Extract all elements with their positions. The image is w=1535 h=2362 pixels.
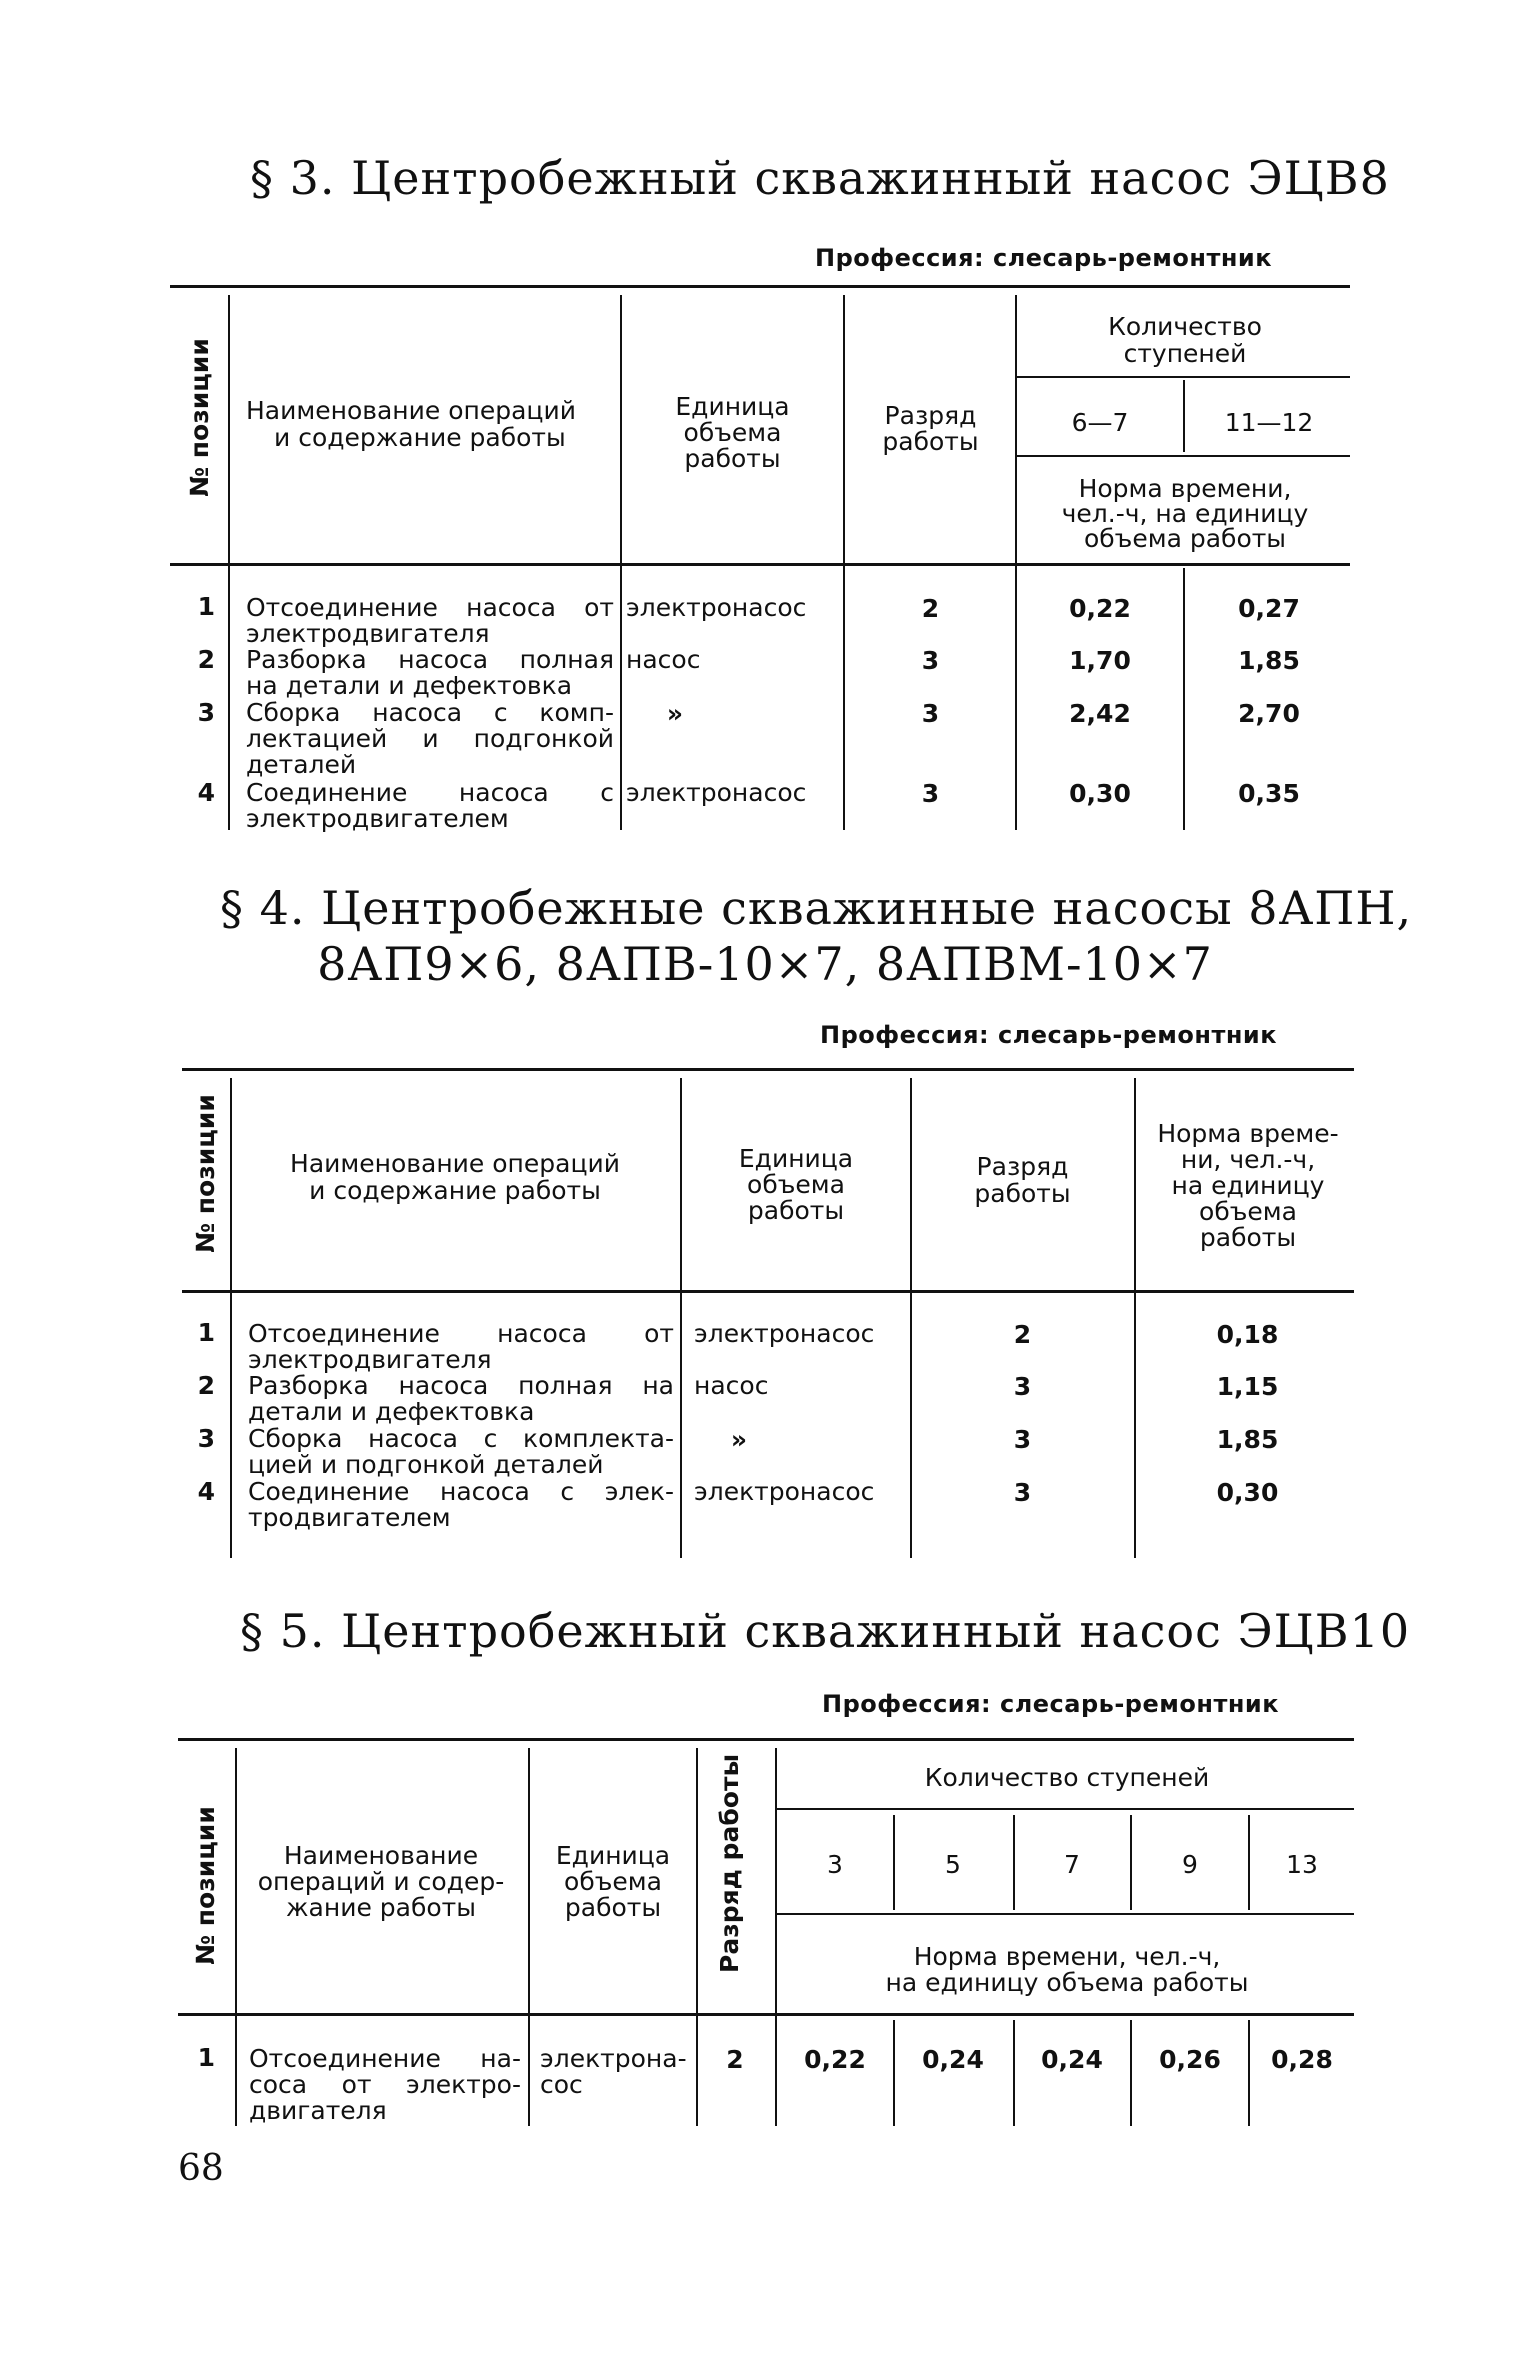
s3-row1-v2: 0,27 [1238, 594, 1300, 623]
s4-header-name-1: Наименование операций [290, 1149, 620, 1178]
s4-row1-name-2: электродвигателя [248, 1345, 492, 1374]
s5-header-norm-2: на единицу объема работы [885, 1968, 1249, 1997]
page-number: 68 [178, 2148, 224, 2189]
section5-title: § 5. Центробежный скважинный насос ЭЦВ10 [240, 1604, 1411, 1658]
section3-title: § 3. Центробежный скважинный насос ЭЦВ8 [250, 151, 1390, 205]
s3-row3-name-2: лектацией и подгонкой [246, 724, 614, 753]
s5-row1-v-13: 0,28 [1271, 2045, 1333, 2074]
s4-row3-v: 1,85 [1216, 1425, 1279, 1454]
s4-header-name-2: и содержание работы [309, 1176, 601, 1205]
s4-row4-v: 0,30 [1216, 1478, 1279, 1507]
s3-row3-name-1: Сборка насоса с комп- [246, 698, 614, 727]
s5-header-grade: Разряд работы [715, 1753, 744, 1973]
s4-row1-grade: 2 [1013, 1320, 1032, 1349]
s4-row2-name-1: Разборка насоса полная на [248, 1371, 674, 1400]
s4-row4-name-1: Соединение насоса с элек- [248, 1477, 674, 1506]
s3-row4-v1: 0,30 [1069, 779, 1131, 808]
s4-header-norm-4: объема [1199, 1197, 1297, 1226]
s3-row1-grade: 2 [921, 594, 940, 623]
s3-row3-name-3: деталей [246, 750, 357, 779]
s3-row4-name-1: Соединение насоса с [246, 778, 614, 807]
s5-header-stages: Количество ступеней [924, 1763, 1210, 1792]
s3-header-grade-1: Разряд [884, 401, 977, 430]
s4-header-unit-1: Единица [738, 1144, 854, 1173]
s3-header-unit-1: Единица [675, 392, 790, 421]
s4-header-grade-1: Разряд [976, 1152, 1069, 1181]
s3-header-unit-3: работы [684, 444, 781, 473]
s3-header-grade-2: работы [882, 427, 979, 456]
s3-row3-v2: 2,70 [1238, 699, 1300, 728]
s5-row1-v-9: 0,26 [1159, 2045, 1221, 2074]
s5-header-col-5: 5 [945, 1850, 961, 1879]
s3-header-name-1: Наименование операций [246, 396, 576, 425]
s5-header-norm-1: Норма времени, чел.-ч, [913, 1942, 1221, 1971]
s3-row2-name-1: Разборка насоса полная [246, 645, 614, 674]
s3-row4-grade: 3 [921, 779, 940, 808]
s3-header-norm-2: чел.-ч, на единицу [1061, 499, 1309, 528]
s5-header-col-3: 3 [827, 1850, 843, 1879]
s5-row1-v-3: 0,22 [804, 2045, 866, 2074]
s3-row2-name-2: на детали и дефектовка [246, 671, 573, 700]
s3-row2-grade: 3 [921, 646, 940, 675]
s4-header-norm-3: на единицу [1171, 1171, 1325, 1200]
s4-row4-grade: 3 [1013, 1478, 1032, 1507]
s5-header-unit-1: Единица [555, 1841, 671, 1870]
s3-row3-grade: 3 [921, 699, 940, 728]
s3-row2-v2: 1,85 [1238, 646, 1300, 675]
s3-row4-unit: электронасос [626, 778, 807, 807]
s4-header-grade-2: работы [974, 1179, 1071, 1208]
s3-row4-name-2: электродвигателем [246, 804, 509, 833]
s4-row2-v: 1,15 [1216, 1372, 1279, 1401]
s4-header-norm-5: работы [1199, 1223, 1297, 1252]
s3-header-unit-2: объема [683, 418, 782, 447]
s4-row1-name-1: Отсоединение насоса от [248, 1319, 674, 1348]
s4-row3-unit: » [730, 1425, 748, 1454]
s3-row1-pos: 1 [197, 592, 215, 621]
s4-row3-name-2: цией и подгонкой деталей [248, 1450, 604, 1479]
s5-header-col-13: 13 [1286, 1850, 1318, 1879]
s3-row1-v1: 0,22 [1069, 594, 1131, 623]
s5-header-name-2: операций и содер- [257, 1867, 505, 1896]
s3-header-pos: № позиции [185, 338, 214, 497]
s4-header-norm-1: Норма време- [1157, 1119, 1339, 1148]
section3-profession: Профессия: слесарь-ремонтник [815, 244, 1273, 272]
s3-header-name-2: и содержание работы [274, 423, 566, 452]
s3-row1-name-2: электродвигателя [246, 619, 490, 648]
s3-row1-name-1: Отсоединение насоса от [246, 593, 614, 622]
s4-row3-name-1: Сборка насоса с комплекта- [248, 1424, 674, 1453]
s4-row4-name-2: тродвигателем [248, 1503, 451, 1532]
s5-row1-grade: 2 [726, 2045, 744, 2074]
s4-row1-pos: 1 [197, 1318, 215, 1347]
s3-row1-unit: электронасос [626, 593, 807, 622]
s3-row3-pos: 3 [197, 698, 215, 727]
s4-row4-pos: 4 [197, 1477, 215, 1506]
s4-row2-pos: 2 [197, 1371, 215, 1400]
s4-row3-pos: 3 [197, 1424, 215, 1453]
section4-title-line1: § 4. Центробежные скважинные насосы 8АПН, [220, 881, 1413, 935]
section5-profession: Профессия: слесарь-ремонтник [822, 1690, 1280, 1718]
s4-header-unit-3: работы [747, 1196, 845, 1225]
s4-row2-unit: насос [694, 1371, 769, 1400]
s5-row1-unit-2: сос [540, 2070, 583, 2099]
s3-header-stages-2: ступеней [1123, 339, 1247, 368]
s3-row4-pos: 4 [197, 778, 215, 807]
s3-header-col2: 11—12 [1224, 408, 1314, 437]
section4-title-line2: 8АП9×6, 8АПВ-10×7, 8АПВМ-10×7 [317, 937, 1213, 991]
s4-row1-v: 0,18 [1216, 1320, 1279, 1349]
s5-header-name-3: жание работы [286, 1893, 476, 1922]
s5-header-name-1: Наименование [283, 1841, 479, 1870]
s5-header-unit-3: работы [564, 1893, 662, 1922]
s5-row1-pos: 1 [197, 2043, 215, 2072]
s5-row1-v-5: 0,24 [922, 2045, 984, 2074]
s3-row2-v1: 1,70 [1069, 646, 1131, 675]
s3-row2-unit: насос [626, 645, 701, 674]
s3-header-col1: 6—7 [1071, 408, 1129, 437]
s3-row2-pos: 2 [197, 645, 215, 674]
s5-header-col-9: 9 [1182, 1850, 1198, 1879]
s3-row3-unit: » [666, 699, 684, 728]
s4-row2-name-2: детали и дефектовка [248, 1397, 535, 1426]
section4-profession: Профессия: слесарь-ремонтник [820, 1021, 1278, 1049]
s3-header-norm-1: Норма времени, [1078, 474, 1292, 503]
s5-header-col-7: 7 [1064, 1850, 1080, 1879]
s4-row1-unit: электронасос [694, 1319, 875, 1348]
s4-header-unit-2: объема [747, 1170, 845, 1199]
s5-row1-name-3: двигателя [249, 2096, 387, 2125]
s5-row1-unit-1: электрона- [540, 2044, 687, 2073]
s3-row4-v2: 0,35 [1238, 779, 1300, 808]
s3-header-norm-3: объема работы [1083, 524, 1287, 553]
s5-header-pos: № позиции [191, 1806, 220, 1965]
s5-header-unit-2: объема [564, 1867, 662, 1896]
s4-header-pos: № позиции [191, 1094, 220, 1253]
s5-row1-name-2: соса от электро- [249, 2070, 521, 2099]
s4-row3-grade: 3 [1013, 1425, 1032, 1454]
s4-header-norm-2: ни, чел.-ч, [1180, 1145, 1316, 1174]
s4-row4-unit: электронасос [694, 1477, 875, 1506]
s3-header-stages-1: Количество [1108, 312, 1262, 341]
s5-row1-name-1: Отсоединение на- [249, 2044, 521, 2073]
s5-row1-v-7: 0,24 [1041, 2045, 1103, 2074]
s3-row3-v1: 2,42 [1069, 699, 1131, 728]
s4-row2-grade: 3 [1013, 1372, 1032, 1401]
